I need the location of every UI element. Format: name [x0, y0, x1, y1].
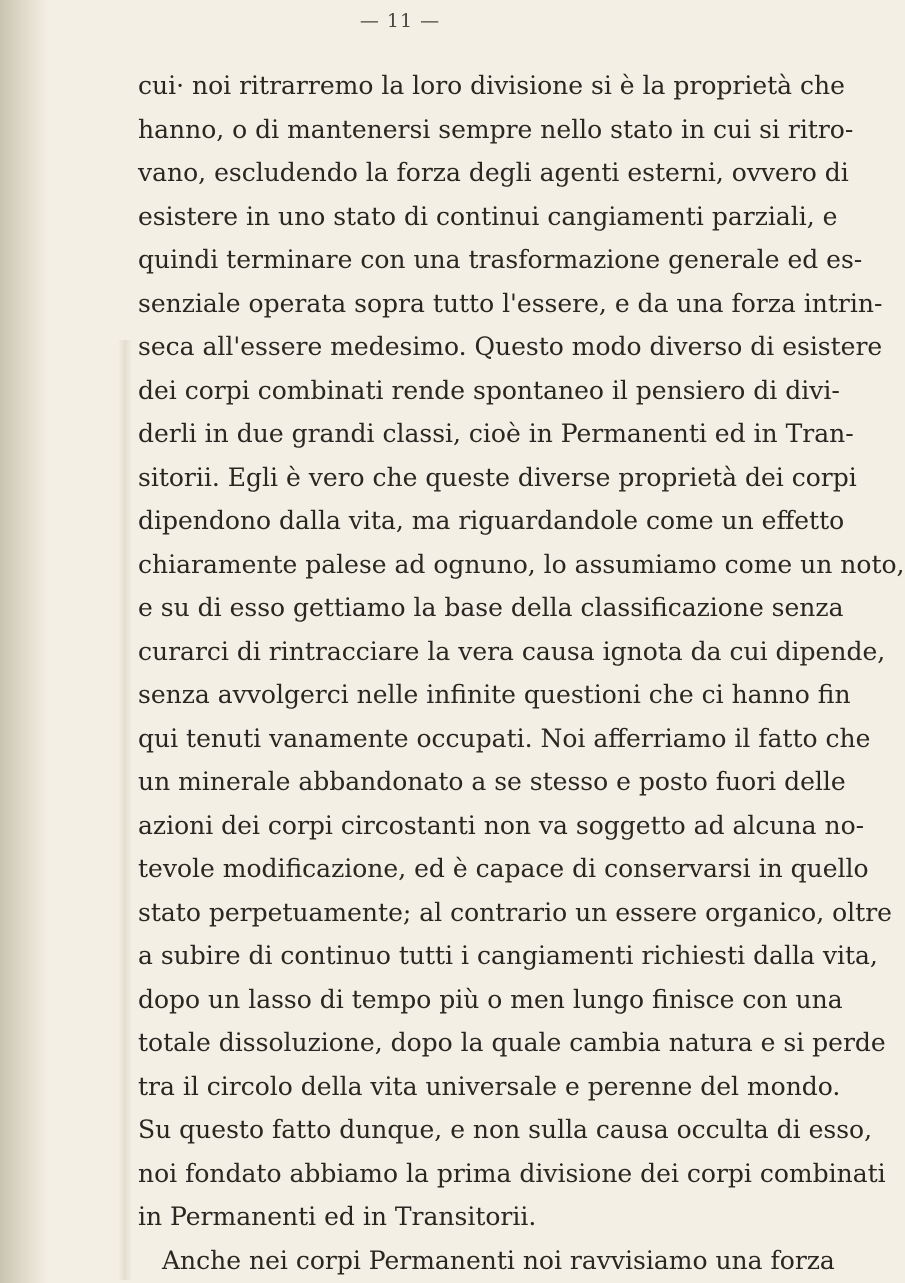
text-line: tevole modificazione, ed è capace di conservarsi in quello: [138, 854, 869, 883]
text-line: seca all'essere medesimo. Questo modo diverso di esistere: [138, 332, 883, 361]
text-line: quindi terminare con una trasformazione generale ed es-: [138, 245, 863, 274]
text-line: sitorii. Egli è vero che queste diverse proprietà dei corpi: [138, 462, 857, 492]
text-line: Su questo fatto dunque, e non sulla causa occulta di esso,: [138, 1115, 873, 1144]
text-line: stato perpetuamente; al contrario un essere organico, oltre: [138, 897, 892, 927]
text-line: dei corpi combinati rende spontaneo il pensiero di divi-: [138, 375, 840, 405]
text-line: qui tenuti vanamente occupati. Noi afferriamo il fatto che: [138, 723, 871, 753]
page-number: — 11 —: [359, 10, 441, 32]
text-line: in Permanenti ed in Transitorii.: [138, 1202, 537, 1231]
body-text: [138, 64, 905, 1282]
text-line: Anche nei corpi Permanenti noi ravvisiamo una forza: [162, 1245, 835, 1275]
page-gutter-shadow: [0, 0, 48, 1283]
text-line: chiaramente palese ad ognuno, lo assumiamo come un noto,: [138, 549, 905, 579]
text-line: e su di esso gettiamo la base della classificazione senza: [138, 593, 844, 622]
text-line: a subire di continuo tutti i cangiamenti richiesti dalla vita,: [138, 941, 878, 970]
text-line: dopo un lasso di tempo più o men lungo finisce con una: [138, 984, 843, 1014]
text-line: derli in due grandi classi, cioè in Permanenti ed in Tran-: [138, 419, 854, 448]
text-line: azioni dei corpi circostanti non va soggetto ad alcuna no-: [138, 810, 865, 840]
text-line: dipendono dalla vita, ma riguardandole come un effetto: [138, 506, 845, 535]
fold-shadow: [118, 340, 132, 1280]
text-line: noi fondato abbiamo la prima divisione dei corpi combinati: [138, 1158, 886, 1188]
text-line: curarci di rintracciare la vera causa ignota da cui dipende,: [138, 636, 886, 666]
text-line: tra il circolo della vita universale e perenne del mondo.: [138, 1071, 841, 1101]
text-line: esistere in uno stato di continui cangiamenti parziali, e: [138, 201, 838, 231]
text-line: un minerale abbandonato a se stesso e posto fuori delle: [138, 767, 846, 796]
text-line: senza avvolgerci nelle infinite questioni che ci hanno fin: [138, 680, 851, 709]
text-line: vano, escludendo la forza degli agenti esterni, ovvero di: [138, 158, 849, 187]
text-line: totale dissoluzione, dopo la quale cambia natura e si perde: [138, 1028, 886, 1057]
text-line: hanno, o di mantenersi sempre nello stato in cui si ritro-: [138, 114, 854, 144]
text-line: senziale operata sopra tutto l'essere, e da una forza intrin-: [138, 288, 883, 318]
text-line: cui· noi ritrarremo la loro divisione si è la proprietà che: [138, 71, 845, 100]
